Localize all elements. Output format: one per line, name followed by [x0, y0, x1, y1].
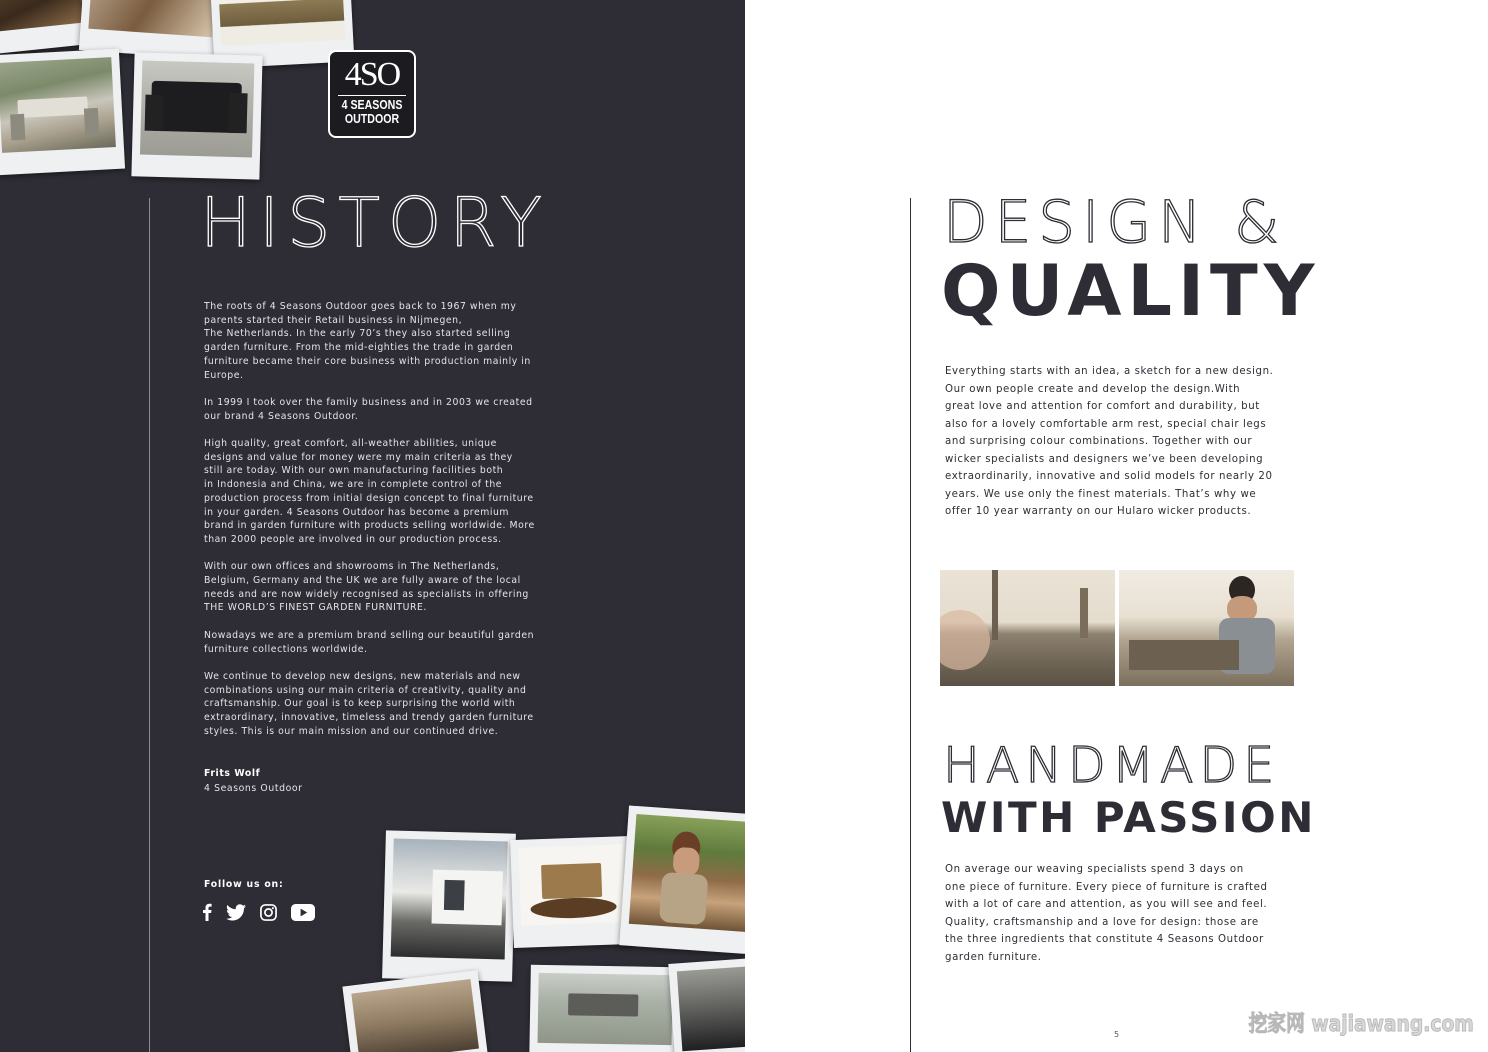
- photo-top-5: [131, 52, 262, 179]
- handmade-heading: [943, 738, 1280, 794]
- logo-line-1: 4 SEASONS: [341, 98, 403, 112]
- signature-name: Frits Wolf: [204, 768, 261, 779]
- photo-bottom-4: [342, 970, 489, 1052]
- photo-bottom-5: [529, 965, 681, 1052]
- history-paragraph-6: We continue to develop new designs, new materials and new combinations using our main criteria of creativity, quality and craftsmanship. Our goal is to keep surprising the world with extraordinary, innovative, timeless and trendy garden furniture styles. This is our main mission and our continued drive.: [204, 670, 534, 737]
- photo-bottom-2: [510, 836, 634, 948]
- social-links: [202, 903, 315, 921]
- passion-heading: WITH PASSION: [941, 793, 1316, 842]
- history-body: [204, 300, 544, 752]
- facebook-icon[interactable]: [202, 903, 212, 921]
- design-body: Everything starts with an idea, a sketch for a new design. Our own people create and develop the design.With great love and attention for comfort and durability, but also for a lovely comfortable arm rest, special chair legs and surprising colour combinations. Together with our wicker specialists and designers we’ve been developing extraordinarily, innovative and solid models for nearly 20 years. We use only the finest materials. That’s why we offer 10 year warranty on our Hularo wicker products.: [945, 366, 1274, 517]
- logo-mark: 4SO: [344, 56, 400, 93]
- history-paragraph-5: Nowadays we are a premium brand selling our beautiful garden furniture collections worldwide.: [204, 629, 535, 655]
- handmade-heading-text: HANDMADE: [943, 737, 1281, 794]
- brand-logo: [328, 50, 416, 138]
- history-paragraph-2: In 1999 I took over the family business and in 2003 we created our brand 4 Seasons Outdoor.: [204, 396, 533, 422]
- photo-top-4: [0, 49, 125, 176]
- weaving-photos: [940, 570, 1294, 686]
- right-divider: [910, 198, 911, 1052]
- quality-heading: QUALITY: [941, 250, 1321, 332]
- site-watermark: 挖家网 wajiawang.com: [1248, 1012, 1474, 1037]
- photo-bottom-6: [668, 956, 745, 1052]
- signature-company: 4 Seasons Outdoor: [204, 783, 303, 794]
- instagram-icon[interactable]: [260, 904, 277, 921]
- left-divider: [149, 198, 150, 1052]
- weaving-photo-1: [940, 570, 1115, 686]
- page-number-right: 5: [1114, 1030, 1120, 1039]
- design-heading: [943, 190, 1286, 254]
- photo-bottom-1: [382, 830, 516, 981]
- handmade-body: On average our weaving specialists spend 3 days on one piece of furniture. Every piece of furniture is crafted with a lot of care and attention, as you will see and feel. Quality, craftsmanship and a love for design: those are the three ingredients that constitute 4 Seasons Outdoor garden furniture.: [945, 864, 1268, 963]
- history-heading-text: HISTORY: [200, 184, 550, 263]
- page-number-left: 4: [370, 1030, 376, 1039]
- photo-bottom-3: [619, 805, 745, 954]
- logo-line-2: OUTDOOR: [344, 112, 400, 126]
- design-heading-text: DESIGN &: [943, 188, 1287, 256]
- history-paragraph-3: High quality, great comfort, all-weather abilities, unique designs and value for money were my main criteria as they still are today. With our own manufacturing facilities both in Indonesia and China, we are in complete control of the production process from initial design concept to final furniture in your garden. 4 Seasons Outdoor has become a premium brand in garden furniture with products selling worldwide. More than 2000 people are involved in our production process.: [204, 438, 535, 545]
- weaving-photo-2: [1119, 570, 1294, 686]
- follow-label: Follow us on:: [204, 879, 284, 890]
- history-heading: [200, 186, 550, 262]
- history-paragraph-1: The roots of 4 Seasons Outdoor goes back to 1967 when my parents started their Retail business in Nijmegen, The Netherlands. In the early 70’s they also started selling garden furniture. From the mid-eighties the trade in garden furniture became their core business with production mainly in Europe.: [204, 301, 531, 381]
- youtube-icon[interactable]: [291, 904, 315, 921]
- history-paragraph-4: With our own offices and showrooms in The Netherlands, Belgium, Germany and the UK we are fully aware of the local needs and are now widely recognised as specialists in offering THE WORLD’S FINEST GARDEN FURNITURE.: [204, 561, 529, 614]
- twitter-icon[interactable]: [226, 904, 246, 921]
- right-page: [745, 0, 1488, 1052]
